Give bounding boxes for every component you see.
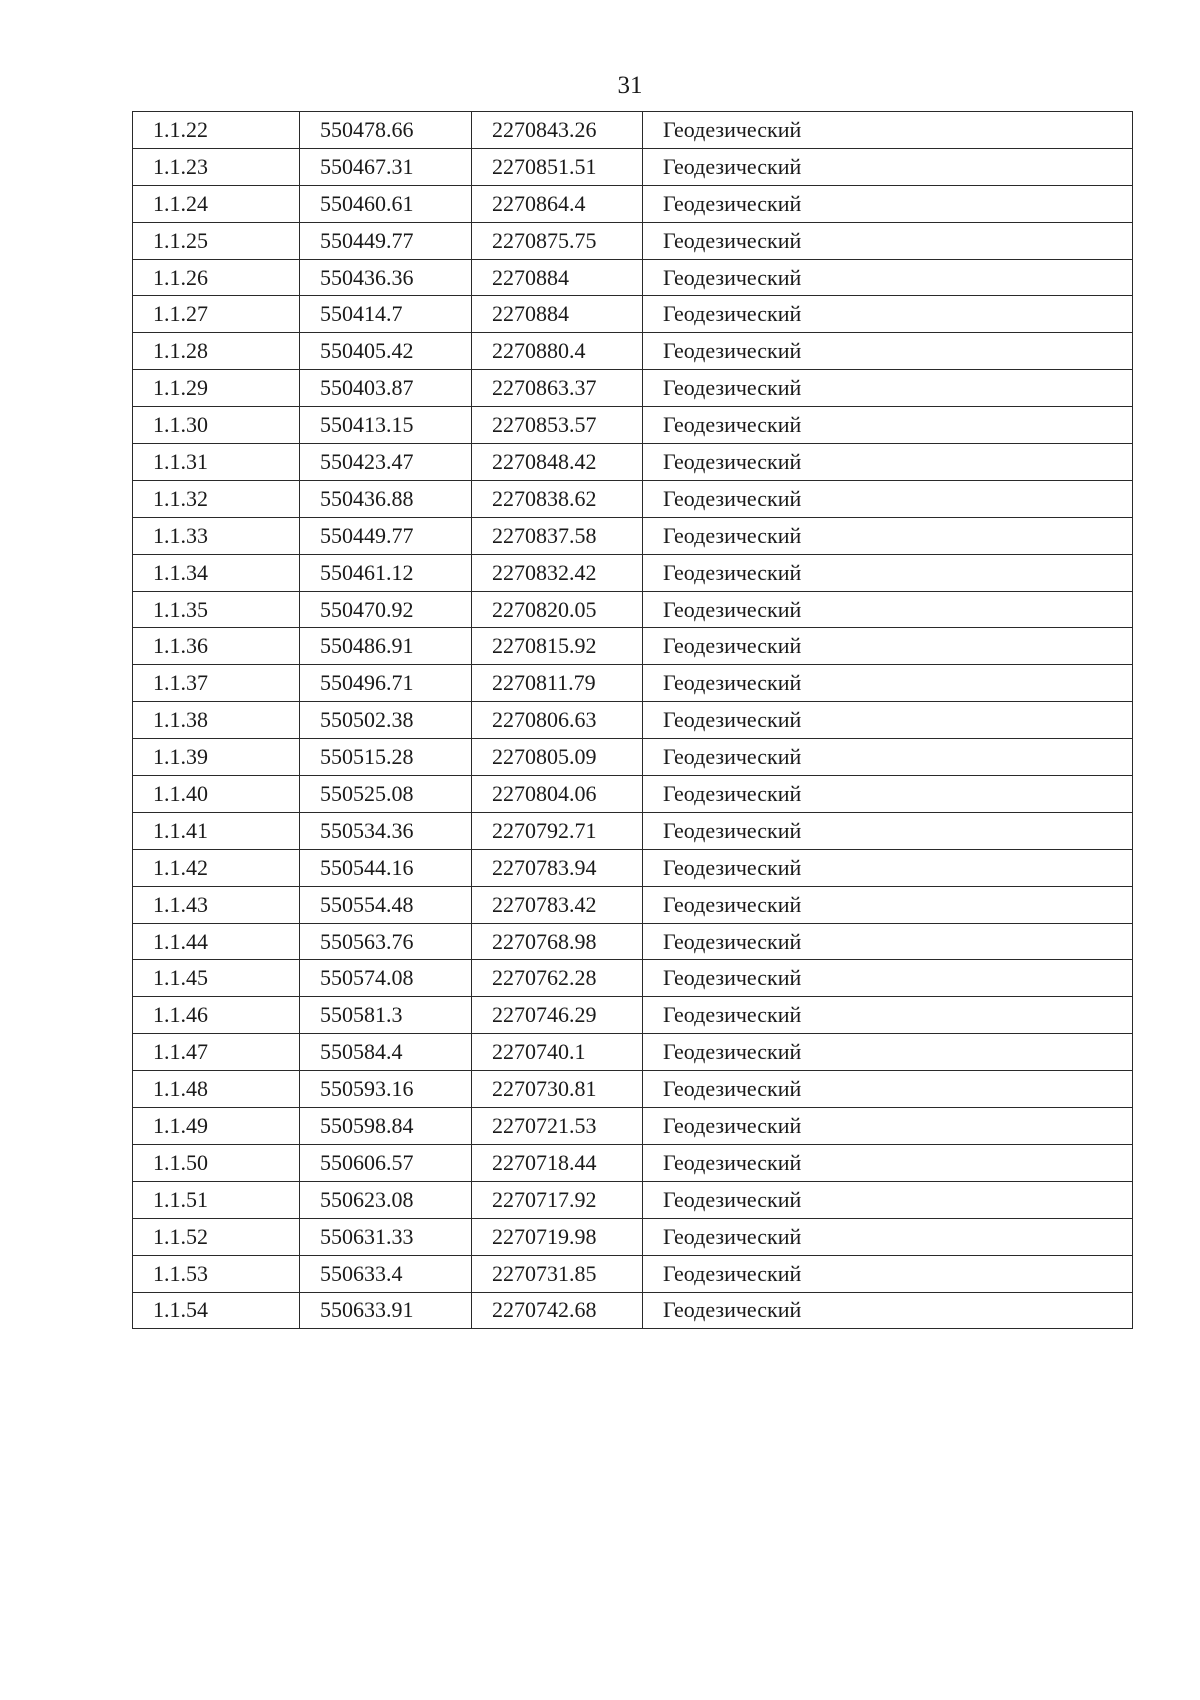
x-coordinate-cell: 550449.77 — [300, 222, 472, 259]
y-coordinate-cell: 2270719.98 — [472, 1218, 643, 1255]
method-cell: Геодезический — [643, 296, 1133, 333]
point-number-cell: 1.1.25 — [133, 222, 300, 259]
point-number-cell: 1.1.37 — [133, 665, 300, 702]
method-cell: Геодезический — [643, 960, 1133, 997]
y-coordinate-cell: 2270740.1 — [472, 1034, 643, 1071]
method-cell: Геодезический — [643, 997, 1133, 1034]
x-coordinate-cell: 550413.15 — [300, 407, 472, 444]
table-row — [133, 222, 1133, 259]
point-number-cell: 1.1.41 — [133, 812, 300, 849]
x-coordinate-cell: 550403.87 — [300, 370, 472, 407]
y-coordinate-cell: 2270804.06 — [472, 776, 643, 813]
table-row — [133, 1108, 1133, 1145]
x-coordinate-cell: 550534.36 — [300, 812, 472, 849]
method-cell: Геодезический — [643, 1181, 1133, 1218]
y-coordinate-cell: 2270742.68 — [472, 1292, 643, 1329]
table-row — [133, 591, 1133, 628]
point-number-cell: 1.1.27 — [133, 296, 300, 333]
x-coordinate-cell: 550414.7 — [300, 296, 472, 333]
table-row — [133, 554, 1133, 591]
x-coordinate-cell: 550544.16 — [300, 849, 472, 886]
coordinates-table-body — [133, 112, 1133, 1329]
x-coordinate-cell: 550584.4 — [300, 1034, 472, 1071]
table-row — [133, 1181, 1133, 1218]
point-number-cell: 1.1.46 — [133, 997, 300, 1034]
method-cell: Геодезический — [643, 776, 1133, 813]
x-coordinate-cell: 550486.91 — [300, 628, 472, 665]
method-cell: Геодезический — [643, 628, 1133, 665]
x-coordinate-cell: 550502.38 — [300, 702, 472, 739]
y-coordinate-cell: 2270730.81 — [472, 1071, 643, 1108]
point-number-cell: 1.1.34 — [133, 554, 300, 591]
x-coordinate-cell: 550633.4 — [300, 1255, 472, 1292]
method-cell: Геодезический — [643, 517, 1133, 554]
method-cell: Геодезический — [643, 444, 1133, 481]
point-number-cell: 1.1.51 — [133, 1181, 300, 1218]
table-row — [133, 517, 1133, 554]
y-coordinate-cell: 2270746.29 — [472, 997, 643, 1034]
y-coordinate-cell: 2270884 — [472, 296, 643, 333]
point-number-cell: 1.1.42 — [133, 849, 300, 886]
x-coordinate-cell: 550478.66 — [300, 112, 472, 149]
method-cell: Геодезический — [643, 886, 1133, 923]
table-row — [133, 812, 1133, 849]
table-row — [133, 923, 1133, 960]
x-coordinate-cell: 550633.91 — [300, 1292, 472, 1329]
x-coordinate-cell: 550467.31 — [300, 148, 472, 185]
y-coordinate-cell: 2270838.62 — [472, 480, 643, 517]
y-coordinate-cell: 2270851.51 — [472, 148, 643, 185]
method-cell: Геодезический — [643, 1292, 1133, 1329]
point-number-cell: 1.1.49 — [133, 1108, 300, 1145]
point-number-cell: 1.1.47 — [133, 1034, 300, 1071]
point-number-cell: 1.1.44 — [133, 923, 300, 960]
x-coordinate-cell: 550525.08 — [300, 776, 472, 813]
y-coordinate-cell: 2270731.85 — [472, 1255, 643, 1292]
y-coordinate-cell: 2270815.92 — [472, 628, 643, 665]
method-cell: Геодезический — [643, 1144, 1133, 1181]
point-number-cell: 1.1.36 — [133, 628, 300, 665]
table-row — [133, 407, 1133, 444]
point-number-cell: 1.1.24 — [133, 185, 300, 222]
x-coordinate-cell: 550598.84 — [300, 1108, 472, 1145]
method-cell: Геодезический — [643, 849, 1133, 886]
point-number-cell: 1.1.26 — [133, 259, 300, 296]
y-coordinate-cell: 2270806.63 — [472, 702, 643, 739]
x-coordinate-cell: 550496.71 — [300, 665, 472, 702]
x-coordinate-cell: 550554.48 — [300, 886, 472, 923]
method-cell: Геодезический — [643, 923, 1133, 960]
point-number-cell: 1.1.38 — [133, 702, 300, 739]
point-number-cell: 1.1.31 — [133, 444, 300, 481]
y-coordinate-cell: 2270762.28 — [472, 960, 643, 997]
point-number-cell: 1.1.54 — [133, 1292, 300, 1329]
point-number-cell: 1.1.43 — [133, 886, 300, 923]
point-number-cell: 1.1.40 — [133, 776, 300, 813]
table-row — [133, 112, 1133, 149]
method-cell: Геодезический — [643, 1071, 1133, 1108]
table-row — [133, 1218, 1133, 1255]
table-row — [133, 185, 1133, 222]
x-coordinate-cell: 550436.88 — [300, 480, 472, 517]
point-number-cell: 1.1.52 — [133, 1218, 300, 1255]
y-coordinate-cell: 2270820.05 — [472, 591, 643, 628]
table-row — [133, 776, 1133, 813]
y-coordinate-cell: 2270875.75 — [472, 222, 643, 259]
y-coordinate-cell: 2270811.79 — [472, 665, 643, 702]
y-coordinate-cell: 2270853.57 — [472, 407, 643, 444]
table-row — [133, 333, 1133, 370]
table-row — [133, 739, 1133, 776]
table-row — [133, 1255, 1133, 1292]
y-coordinate-cell: 2270783.42 — [472, 886, 643, 923]
y-coordinate-cell: 2270721.53 — [472, 1108, 643, 1145]
x-coordinate-cell: 550581.3 — [300, 997, 472, 1034]
y-coordinate-cell: 2270864.4 — [472, 185, 643, 222]
table-row — [133, 1071, 1133, 1108]
x-coordinate-cell: 550470.92 — [300, 591, 472, 628]
table-row — [133, 849, 1133, 886]
method-cell: Геодезический — [643, 333, 1133, 370]
table-row — [133, 997, 1133, 1034]
method-cell: Геодезический — [643, 739, 1133, 776]
point-number-cell: 1.1.50 — [133, 1144, 300, 1181]
method-cell: Геодезический — [643, 407, 1133, 444]
table-row — [133, 1292, 1133, 1329]
method-cell: Геодезический — [643, 591, 1133, 628]
table-row — [133, 960, 1133, 997]
y-coordinate-cell: 2270863.37 — [472, 370, 643, 407]
method-cell: Геодезический — [643, 812, 1133, 849]
x-coordinate-cell: 550623.08 — [300, 1181, 472, 1218]
method-cell: Геодезический — [643, 702, 1133, 739]
y-coordinate-cell: 2270832.42 — [472, 554, 643, 591]
method-cell: Геодезический — [643, 185, 1133, 222]
point-number-cell: 1.1.30 — [133, 407, 300, 444]
table-row — [133, 480, 1133, 517]
point-number-cell: 1.1.39 — [133, 739, 300, 776]
x-coordinate-cell: 550515.28 — [300, 739, 472, 776]
method-cell: Геодезический — [643, 112, 1133, 149]
x-coordinate-cell: 550460.61 — [300, 185, 472, 222]
x-coordinate-cell: 550423.47 — [300, 444, 472, 481]
coordinates-table — [132, 111, 1133, 1329]
point-number-cell: 1.1.22 — [133, 112, 300, 149]
table-row — [133, 665, 1133, 702]
method-cell: Геодезический — [643, 665, 1133, 702]
y-coordinate-cell: 2270837.58 — [472, 517, 643, 554]
point-number-cell: 1.1.45 — [133, 960, 300, 997]
method-cell: Геодезический — [643, 148, 1133, 185]
point-number-cell: 1.1.32 — [133, 480, 300, 517]
method-cell: Геодезический — [643, 259, 1133, 296]
x-coordinate-cell: 550449.77 — [300, 517, 472, 554]
page-number: 31 — [617, 72, 643, 99]
table-row — [133, 296, 1133, 333]
method-cell: Геодезический — [643, 222, 1133, 259]
y-coordinate-cell: 2270717.92 — [472, 1181, 643, 1218]
x-coordinate-cell: 550436.36 — [300, 259, 472, 296]
x-coordinate-cell: 550574.08 — [300, 960, 472, 997]
method-cell: Геодезический — [643, 554, 1133, 591]
point-number-cell: 1.1.23 — [133, 148, 300, 185]
y-coordinate-cell: 2270884 — [472, 259, 643, 296]
table-row — [133, 1144, 1133, 1181]
x-coordinate-cell: 550631.33 — [300, 1218, 472, 1255]
y-coordinate-cell: 2270718.44 — [472, 1144, 643, 1181]
table-row — [133, 148, 1133, 185]
method-cell: Геодезический — [643, 1034, 1133, 1071]
method-cell: Геодезический — [643, 1255, 1133, 1292]
x-coordinate-cell: 550606.57 — [300, 1144, 472, 1181]
y-coordinate-cell: 2270768.98 — [472, 923, 643, 960]
y-coordinate-cell: 2270792.71 — [472, 812, 643, 849]
x-coordinate-cell: 550405.42 — [300, 333, 472, 370]
table-row — [133, 444, 1133, 481]
point-number-cell: 1.1.35 — [133, 591, 300, 628]
method-cell: Геодезический — [643, 480, 1133, 517]
point-number-cell: 1.1.29 — [133, 370, 300, 407]
x-coordinate-cell: 550461.12 — [300, 554, 472, 591]
table-row — [133, 702, 1133, 739]
point-number-cell: 1.1.28 — [133, 333, 300, 370]
point-number-cell: 1.1.48 — [133, 1071, 300, 1108]
y-coordinate-cell: 2270880.4 — [472, 333, 643, 370]
y-coordinate-cell: 2270783.94 — [472, 849, 643, 886]
y-coordinate-cell: 2270805.09 — [472, 739, 643, 776]
y-coordinate-cell: 2270843.26 — [472, 112, 643, 149]
table-row — [133, 1034, 1133, 1071]
table-row — [133, 259, 1133, 296]
x-coordinate-cell: 550563.76 — [300, 923, 472, 960]
point-number-cell: 1.1.33 — [133, 517, 300, 554]
y-coordinate-cell: 2270848.42 — [472, 444, 643, 481]
method-cell: Геодезический — [643, 1218, 1133, 1255]
table-row — [133, 628, 1133, 665]
x-coordinate-cell: 550593.16 — [300, 1071, 472, 1108]
table-row — [133, 886, 1133, 923]
method-cell: Геодезический — [643, 1108, 1133, 1145]
method-cell: Геодезический — [643, 370, 1133, 407]
point-number-cell: 1.1.53 — [133, 1255, 300, 1292]
table-row — [133, 370, 1133, 407]
